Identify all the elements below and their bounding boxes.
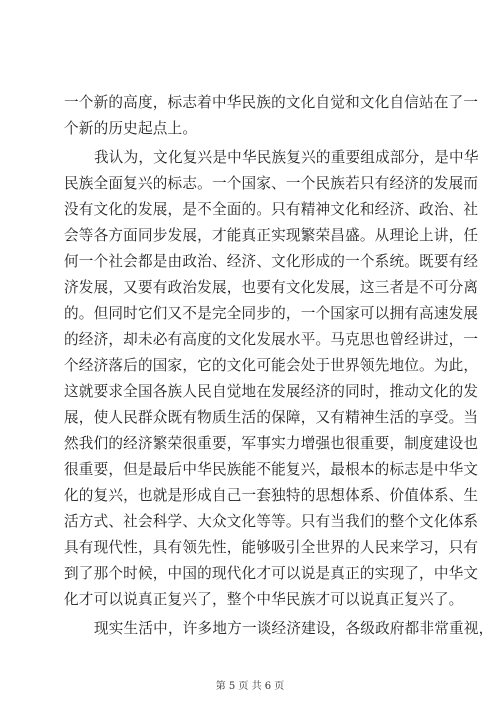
text-line: 到了那个时候，中国的现代化才可以说是真正的实现了，中华文	[64, 565, 479, 582]
text-line: 民族全面复兴的标志。一个国家、一个民族若只有经济的发展而	[64, 175, 479, 192]
text-line: 然我们的经济繁荣很重要，军事实力增强也很重要，制度建设也	[64, 435, 479, 452]
page-footer: 第 5 页 共 6 页	[215, 681, 285, 692]
text-line: 个经济落后的国家，它的文化可能会处于世界领先地位。为此，	[64, 357, 479, 374]
text-line: 何一个社会都是由政治、经济、文化形成的一个系统。既要有经	[64, 253, 479, 270]
text-line: 济发展，又要有政治发展，也要有文化发展，这三者是不可分离	[64, 279, 479, 296]
text-line: 没有文化的发展，是不全面的。只有精神文化和经济、政治、社	[64, 201, 479, 218]
text-line: 会等各方面同步发展，才能真正实现繁荣昌盛。从理论上讲，任	[64, 227, 479, 244]
text-line: 化才可以说真正复兴了，整个中华民族才可以说真正复兴了。	[64, 591, 464, 608]
text-line: 展，使人民群众既有物质生活的保障，又有精神生活的享受。当	[64, 409, 479, 426]
text-line: 这就要求全国各族人民自觉地在发展经济的同时，推动文化的发	[64, 383, 479, 400]
text-line: 很重要，但是最后中华民族能不能复兴，最根本的标志是中华文	[64, 461, 479, 478]
text-line: 的。但同时它们又不是完全同步的，一个国家可以拥有高速发展	[64, 305, 479, 322]
text-line: 活方式、社会科学、大众文化等等。只有当我们的整个文化体系	[64, 513, 479, 530]
text-line: 化的复兴，也就是形成自己一套独特的思想体系、价值体系、生	[64, 487, 479, 504]
text-line: 一个新的高度，标志着中华民族的文化自觉和文化自信站在了一	[64, 94, 479, 111]
text-line: 的经济，却未必有高度的文化发展水平。马克思也曾经讲过，一	[64, 331, 479, 348]
text-line: 我认为，文化复兴是中华民族复兴的重要组成部分，是中华	[94, 149, 479, 166]
text-line: 现实生活中，许多地方一谈经济建设，各级政府都非常重视，	[94, 620, 494, 637]
text-line: 个新的历史起点上。	[64, 120, 198, 137]
text-line: 具有现代性，具有领先性，能够吸引全世界的人民来学习，只有	[64, 539, 479, 556]
